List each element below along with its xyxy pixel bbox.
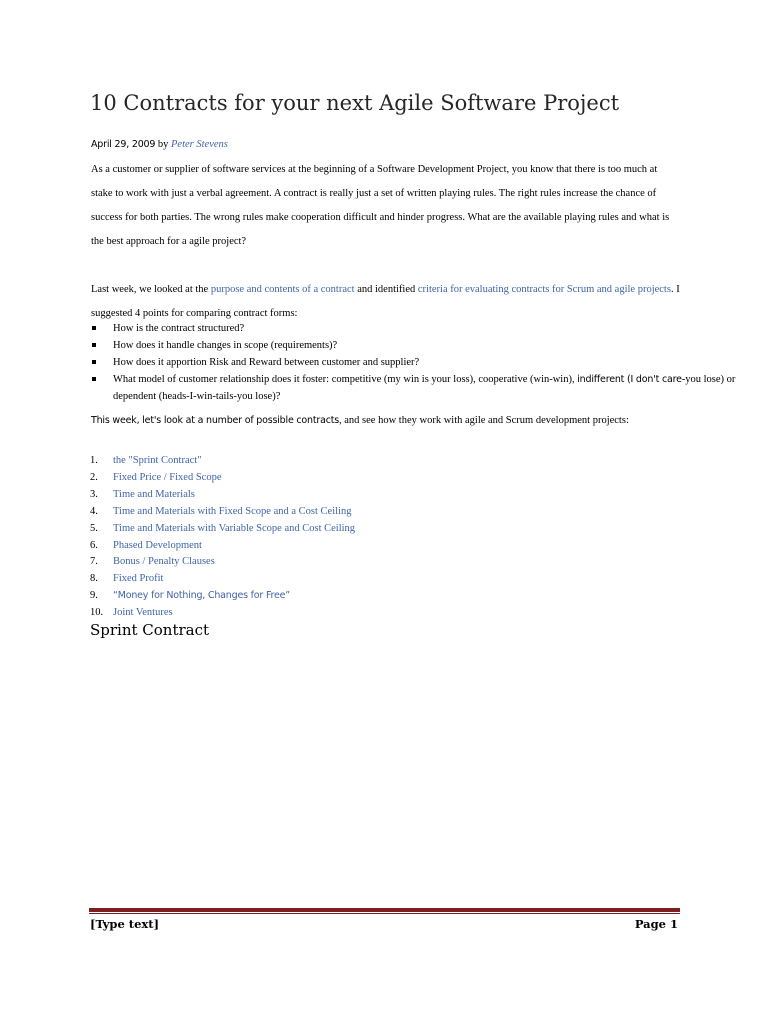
footer-placeholder-text: [Type text] xyxy=(90,917,160,931)
contract-link[interactable]: “Money for Nothing, Changes for Free” xyxy=(113,590,291,602)
square-bullet-icon xyxy=(92,343,96,347)
last-week-text-1: Last week, we looked at the xyxy=(91,284,211,295)
byline xyxy=(91,138,228,152)
intro-paragraph: As a customer or supplier of software services at the beginning of a Software Development Project, you know that there is too much at stake to work with just a verbal agreement. A contract is really just a set of written playing rules. The right rules increase the chance of success for both parties. The wrong rules make cooperation difficult and hinder progress. What are the available playing rules and what is the best approach for a agile project? xyxy=(91,164,670,247)
bullet-text: How does it apportion Risk and Reward between customer and supplier? xyxy=(113,357,420,368)
bullet-item xyxy=(91,371,768,405)
contract-link[interactable]: Fixed Price / Fixed Scope xyxy=(113,471,222,483)
bullet-item xyxy=(91,337,768,354)
contracts-list xyxy=(90,453,355,622)
contract-number: 4. xyxy=(90,505,98,517)
link-evaluation-criteria[interactable]: criteria for evaluating contracts for Scrum and agile projects xyxy=(417,284,671,295)
contract-link[interactable]: Joint Ventures xyxy=(113,607,173,619)
this-week-paragraph xyxy=(91,412,681,429)
square-bullet-icon xyxy=(92,326,96,330)
contract-number: 6. xyxy=(90,539,98,551)
last-week-paragraph xyxy=(91,278,681,326)
comparison-points-list xyxy=(91,320,768,405)
section-heading: Sprint Contract xyxy=(90,621,210,639)
bullet-item xyxy=(91,320,768,337)
contract-link[interactable]: the "Sprint Contract" xyxy=(113,455,202,466)
last-week-text-3: . I suggested 4 points for comparing contract forms: xyxy=(91,284,680,319)
contract-item xyxy=(90,470,355,487)
article-title: 10 Contracts for your next Agile Software Project xyxy=(90,91,620,115)
contract-number: 2. xyxy=(90,471,98,483)
square-bullet-icon xyxy=(92,377,96,381)
contract-link[interactable]: Time and Materials with Fixed Scope and a Cost Ceiling xyxy=(113,505,352,517)
bullet-text: What model of customer relationship does it foster: competitive (my win is your loss), cooperative (win-win), xyxy=(113,374,578,385)
contract-number: 3. xyxy=(90,488,98,500)
last-week-text-2: and identified xyxy=(354,284,418,295)
this-week-rest: , and see how they work with agile and Scrum development projects: xyxy=(339,415,629,426)
contract-item xyxy=(90,554,355,571)
contract-number: 10. xyxy=(90,607,104,619)
contract-item xyxy=(90,521,355,538)
contract-link[interactable]: Phased Development xyxy=(113,539,202,551)
contract-link[interactable]: Time and Materials with Variable Scope and Cost Ceiling xyxy=(113,522,356,534)
bullet-text-sans: indifferent (I don't care xyxy=(577,374,682,385)
contract-item xyxy=(90,588,355,605)
author-link[interactable]: Peter Stevens xyxy=(171,139,228,150)
contract-item xyxy=(90,538,355,555)
bullet-text: How is the contract structured? xyxy=(113,323,245,334)
contract-number: 8. xyxy=(90,573,98,585)
this-week-lead: This week, let's look at a number of possible contracts xyxy=(91,415,340,426)
contract-number: 9. xyxy=(90,590,98,602)
footer-rule-thick xyxy=(89,908,680,912)
bullet-text-rest: -you lose) or dependent (heads-I-win-tails-you lose)? xyxy=(113,374,736,402)
byline-by: by xyxy=(155,139,171,150)
contract-item xyxy=(90,453,355,470)
contract-item xyxy=(90,487,355,504)
link-purpose-of-contract[interactable]: purpose and contents of a contract xyxy=(210,284,355,295)
square-bullet-icon xyxy=(92,360,96,364)
footer-page-number: Page 1 xyxy=(634,917,678,931)
bullet-text: How does it handle changes in scope (requirements)? xyxy=(113,340,338,351)
contract-number: 7. xyxy=(90,556,98,568)
contract-number: 1. xyxy=(90,455,98,466)
contract-item xyxy=(90,504,355,521)
contract-number: 5. xyxy=(90,522,98,534)
bullet-item xyxy=(91,354,768,371)
contract-link[interactable]: Fixed Profit xyxy=(113,573,164,585)
contract-item xyxy=(90,571,355,588)
footer-rule-thin xyxy=(89,913,680,914)
contract-link[interactable]: Bonus / Penalty Clauses xyxy=(113,556,215,568)
publish-date: April 29, 2009 xyxy=(91,139,156,150)
contract-link[interactable]: Time and Materials xyxy=(113,488,195,500)
